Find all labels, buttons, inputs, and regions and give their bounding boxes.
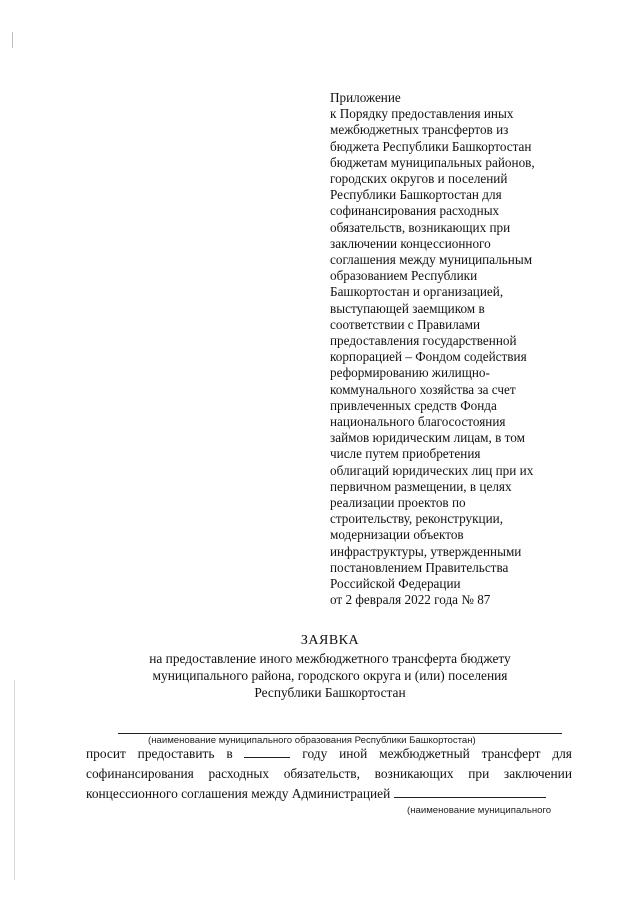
appendix-line: первичном размещении, в целях [330,478,512,494]
appendix-line: выступающей заемщиком в [330,300,485,316]
scan-mark-top [12,32,13,48]
appendix-line: софинансирования расходных [330,203,500,219]
appendix-line: реформированию жилищно- [330,365,490,381]
body-line-3-text: концессионного соглашения между Администрацией [86,786,391,801]
appendix-line: межбюджетных трансфертов из [330,122,509,138]
appendix-line: числе путем приобретения [330,446,481,462]
appendix-line: бюджетам муниципальных районов, [330,154,535,170]
body-line-1-end: году иной межбюджетный трансферт для [302,746,572,761]
title-block [60,632,600,701]
appendix-line: Республики Башкортостан для [330,187,502,203]
appendix-line: бюджета Республики Башкортостан [330,138,532,154]
appendix-line: от 2 февраля 2022 года № 87 [330,592,491,608]
title-line: Республики Башкортостан [254,685,406,700]
appendix-line: Башкортостан и организацией, [330,284,504,300]
administration-name-field[interactable] [394,786,546,798]
body-line-1-start: просит предоставить в [86,746,233,761]
year-field[interactable] [244,746,290,758]
body-line-1 [86,745,572,762]
appendix-line: соглашения между муниципальным [330,252,533,268]
title-line: муниципального района, городского округа и (или) поселения [152,668,508,683]
appendix-line: заключении концессионного [330,235,491,251]
appendix-line: обязательств, возникающих при [330,219,511,235]
appendix-line: образованием Республики [330,268,478,284]
appendix-line: постановлением Правительства [330,559,509,575]
appendix-line: модернизации объектов [330,527,464,543]
appendix-line: городских округов и поселений [330,171,508,187]
body-line-2: софинансирования расходных обязательств, возникающих при заключении [86,766,572,781]
appendix-line: корпорацией – Фондом содействия [330,349,527,365]
municipality-name-field[interactable] [118,733,562,734]
appendix-line: инфраструктуры, утвержденными [330,543,522,559]
document-title: ЗАЯВКА [300,633,360,648]
appendix-line: облигаций юридических лиц при их [330,462,534,478]
appendix-line: соответствии с Правилами [330,316,481,332]
appendix-line: займов юридическим лицам, в том [330,430,525,446]
appendix-line: национального благосостояния [330,414,506,430]
municipal-name-caption: (наименование муниципального [407,805,552,816]
body-line-3 [86,785,572,802]
appendix-line: строительству, реконструкции, [330,511,503,527]
appendix-line: Российской Федерации [330,576,461,592]
appendix-line: реализации проектов по [330,495,466,511]
municipality-caption: (наименование муниципального образования Республики Башкортостан) [148,735,476,746]
appendix-line: к Порядку предоставления иных [330,106,514,122]
appendix-line: Приложение [330,90,401,105]
scan-mark-left [14,680,15,880]
appendix-block [330,90,570,609]
appendix-line: предоставления государственной [330,333,517,349]
appendix-line: привлеченных средств Фонда [330,397,497,413]
appendix-line: коммунального хозяйства за счет [330,381,516,397]
title-line: на предоставление иного межбюджетного трансферта бюджету [149,651,511,666]
